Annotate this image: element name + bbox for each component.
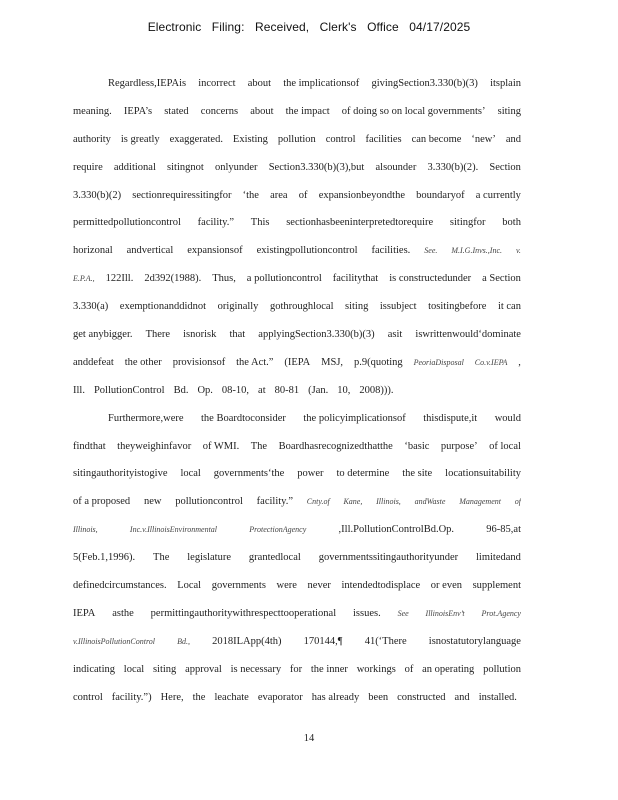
- body-text-segment: for: [289, 663, 303, 675]
- text-line: [73, 209, 521, 237]
- body-text-segment: anddefeat: [73, 356, 114, 368]
- body-text-segment: is necessary: [230, 663, 282, 675]
- citation-text: Management: [459, 497, 501, 507]
- body-text-segment: theyweighinfavor: [117, 440, 192, 452]
- body-text-segment: limitedand: [476, 552, 521, 564]
- body-text-segment: area: [270, 189, 288, 201]
- body-text-segment: Section: [489, 161, 521, 173]
- body-text-segment: require: [73, 161, 103, 173]
- body-text-segment: originally: [217, 301, 259, 313]
- body-text-segment: ,: [518, 356, 521, 368]
- body-text-segment: Op.: [197, 384, 213, 396]
- body-text-segment: There: [145, 329, 171, 341]
- citation-text: Inc.v.IllinoisEnvironmental: [129, 525, 218, 535]
- body-text-segment: the implicationsof: [283, 78, 360, 89]
- body-text-segment: ‘basic: [404, 440, 430, 452]
- body-text-segment: 5(Feb.1,1996).: [73, 552, 136, 564]
- body-text-segment: permittingauthoritywithrespecttooperational: [150, 607, 337, 619]
- text-line: [73, 349, 521, 377]
- body-text-segment: The: [153, 552, 170, 564]
- body-text-segment: workings: [356, 663, 396, 675]
- page-number: 14: [303, 733, 315, 744]
- text-line: [73, 265, 521, 293]
- body-text-segment: the: [192, 691, 206, 703]
- body-text-segment: Section3.330(b)(3),but: [268, 161, 365, 173]
- body-text-segment: the site: [402, 468, 433, 480]
- body-text-segment: PollutionControl: [93, 384, 165, 396]
- body-text-segment: facility.”: [256, 496, 294, 508]
- citation-text: of: [514, 497, 521, 507]
- text-line: [73, 516, 521, 544]
- body-text-segment: facility.”): [111, 691, 152, 703]
- body-text-segment: can become: [411, 133, 462, 145]
- body-text-segment: been: [368, 691, 389, 703]
- body-text-segment: (IEPA: [284, 356, 311, 368]
- body-text-segment: indicating: [73, 663, 115, 675]
- body-text-segment: never: [307, 580, 331, 592]
- body-text-segment: were: [276, 580, 297, 592]
- citation-text: Cnty.of: [306, 497, 330, 507]
- body-text-segment: IEPA: [73, 607, 96, 619]
- body-text-segment: 10,: [337, 384, 351, 396]
- citation-text: Bd.,: [177, 636, 191, 646]
- body-text-segment: leachate: [214, 691, 249, 703]
- body-text-segment: 80-81: [274, 384, 300, 396]
- body-text-segment: Here,: [160, 691, 184, 703]
- body-text-segment: expansionbeyondthe: [318, 189, 405, 201]
- body-text-segment: 3.330(b)(2).: [427, 161, 479, 173]
- body-text-segment: meaning.: [73, 105, 112, 117]
- body-text-segment: ‘the: [242, 189, 259, 201]
- body-text-segment: approval: [185, 663, 222, 675]
- body-text-segment: Thus,: [212, 273, 236, 285]
- text-line: [73, 544, 521, 572]
- body-text-segment: of a proposed: [73, 496, 131, 508]
- body-text-segment: gothroughlocal: [269, 301, 334, 313]
- body-text-segment: Furthermore,were: [108, 412, 184, 424]
- body-text-segment: or even: [430, 580, 462, 592]
- body-text-segment: concerns: [200, 105, 239, 117]
- text-line: [73, 405, 521, 433]
- body-text-segment: isnostatutorylanguage: [428, 635, 521, 647]
- body-text-segment: 3.330(b)(2): [73, 189, 122, 201]
- body-text-segment: permittedpollutioncontrol: [73, 217, 181, 229]
- body-text-segment: sectionhasbeeninterpretedtorequire: [286, 217, 434, 229]
- body-text-segment: that: [229, 329, 246, 341]
- citation-text: andWaste: [414, 497, 446, 507]
- body-text-segment: the policyimplicationsof: [303, 412, 406, 424]
- body-text-segment: pollutioncontrol: [175, 496, 243, 508]
- body-text-segment: 96-85,at: [486, 524, 521, 536]
- text-line: [73, 377, 521, 405]
- text-line: [73, 154, 521, 182]
- body-text-segment: issues.: [352, 607, 381, 619]
- body-text-segment: boundaryof: [416, 189, 465, 201]
- citation-text: See.: [424, 246, 438, 256]
- body-text-segment: grantedlocal: [248, 552, 301, 564]
- body-text-segment: installed.: [478, 691, 517, 703]
- body-text-segment: pollution: [277, 133, 316, 145]
- body-text-segment: thisdispute,it: [423, 412, 478, 424]
- body-text-segment: ,Ill.PollutionControlBd.Op.: [338, 524, 455, 536]
- body-text-segment: intendedtodisplace: [341, 580, 421, 592]
- body-text-segment: additional: [113, 161, 156, 173]
- body-text-segment: a currently: [475, 189, 521, 201]
- body-text-segment: pollution: [483, 663, 521, 675]
- body-text-segment: provisionsof: [172, 356, 226, 368]
- body-text-segment: definedcircumstances.: [73, 580, 167, 592]
- citation-text: IllinoisEnv’t: [425, 608, 465, 618]
- body-text-segment: a Section: [482, 273, 521, 285]
- text-line: [73, 684, 521, 712]
- body-text-segment: applyingSection3.330(b)(3): [258, 329, 375, 341]
- body-text-segment: purpose’: [440, 440, 478, 452]
- text-line: [73, 126, 521, 154]
- citation-text: Prot.Agency: [481, 608, 521, 618]
- body-text-segment: the Act.”: [236, 356, 274, 368]
- body-text-segment: givingSection3.330(b)(3): [371, 78, 478, 89]
- body-text-segment: existingpollutioncontrol: [256, 245, 358, 257]
- body-text-segment: has already: [311, 691, 360, 703]
- text-line: [73, 182, 521, 210]
- body-text-segment: isnorisk: [183, 329, 217, 341]
- body-text-segment: of WMI.: [202, 440, 240, 452]
- body-text-segment: locationsuitability: [445, 468, 521, 480]
- citation-text: E.P.A.,: [73, 274, 95, 284]
- body-text-segment: iswrittenwould‘dominate: [415, 329, 521, 341]
- citation-text: See: [397, 608, 409, 618]
- body-text-segment: Existing: [232, 133, 268, 145]
- text-line: [73, 656, 521, 684]
- body-text-segment: control: [73, 691, 103, 703]
- body-text-segment: local: [123, 663, 145, 675]
- body-text-segment: of local: [489, 440, 521, 452]
- body-text-segment: of: [298, 189, 308, 201]
- body-text-segment: expansionsof: [187, 245, 243, 257]
- body-text-segment: issubject: [379, 301, 417, 313]
- body-text-segment: supplement: [472, 580, 521, 592]
- body-text-segment: a pollutioncontrol: [246, 273, 322, 285]
- body-text-segment: facilities.: [371, 245, 411, 257]
- body-text-segment: alsounder: [375, 161, 417, 173]
- body-text-segment: power: [297, 468, 324, 480]
- body-text-segment: legislature: [187, 552, 231, 564]
- body-text-segment: would: [494, 412, 521, 424]
- body-text-segment: siting: [345, 301, 369, 313]
- body-text-segment: control: [325, 133, 356, 145]
- body-text-segment: 41(‘There: [364, 635, 407, 647]
- body-text-segment: The: [250, 440, 268, 452]
- body-text-segment: evaporator: [257, 691, 303, 703]
- body-text-segment: facilitythat: [332, 273, 379, 285]
- body-text-segment: sitingfor: [449, 217, 486, 229]
- body-text-segment: MSJ,: [321, 356, 344, 368]
- body-text-segment: and: [454, 691, 470, 703]
- body-text-segment: facilities: [365, 133, 402, 145]
- body-text-segment: tositingbefore: [428, 301, 487, 313]
- body-text-segment: to determine: [336, 468, 390, 480]
- body-text-segment: the inner: [310, 663, 348, 675]
- body-text-segment: at: [258, 384, 266, 396]
- text-line: [73, 488, 521, 516]
- filing-header: Electronic Filing: Received, Clerk's Office 04/17/2025: [147, 20, 471, 34]
- body-text-segment: 170144,¶: [303, 635, 343, 647]
- body-text-segment: get anybigger.: [73, 329, 133, 341]
- body-text-segment: Boardhasrecognizedthatthe: [278, 440, 393, 452]
- body-text-segment: sitingnot: [167, 161, 204, 173]
- body-text-segment: andvertical: [126, 245, 174, 257]
- body-text-segment: This: [250, 217, 270, 229]
- body-text-segment: 3.330(a): [73, 301, 109, 313]
- body-text-segment: siting: [497, 105, 521, 117]
- text-line: [73, 572, 521, 600]
- body-text-segment: horizonal: [73, 245, 113, 257]
- body-text-segment: findthat: [73, 440, 106, 452]
- text-line: [73, 460, 521, 488]
- body-text-segment: governmentssitingauthorityunder: [318, 552, 459, 564]
- body-text-segment: IEPA’s: [123, 105, 153, 117]
- body-text-segment: an operating: [422, 663, 475, 675]
- body-text-segment: 2008))).: [359, 384, 394, 396]
- body-text-segment: the other: [124, 356, 162, 368]
- body-text-segment: Ill.: [73, 384, 85, 396]
- citation-text: Co.v.IEPA: [474, 357, 508, 367]
- citation-text: Illinois,: [73, 525, 98, 535]
- body-text-segment: is greatly: [120, 133, 160, 145]
- citation-text: ProtectionAgency: [249, 525, 307, 535]
- body-text-segment: exaggerated.: [169, 133, 223, 145]
- text-line: [73, 628, 521, 656]
- body-text-segment: governments: [211, 580, 266, 592]
- body-text-segment: governments‘the: [213, 468, 285, 480]
- text-line: [73, 600, 521, 628]
- body-text-segment: 08-10,: [221, 384, 250, 396]
- body-text-segment: constructed: [397, 691, 446, 703]
- text-line: [73, 98, 521, 126]
- body-text-segment: both: [502, 217, 521, 229]
- text-line: [73, 293, 521, 321]
- body-text-segment: it can: [497, 301, 521, 313]
- body-text-segment: Bd.: [173, 384, 189, 396]
- citation-text: Illinois,: [376, 497, 401, 507]
- text-line: [73, 433, 521, 461]
- body-text-segment: stated: [164, 105, 189, 117]
- body-text-segment: sitingauthorityistogive: [73, 468, 168, 480]
- body-text-segment: exemptionanddidnot: [119, 301, 207, 313]
- body-text-segment: (Jan.: [308, 384, 329, 396]
- body-text-segment: ‘new’: [471, 133, 496, 145]
- body-text-segment: incorrect: [198, 78, 236, 89]
- body-text-segment: itsplain: [490, 78, 521, 89]
- body-text-segment: about: [247, 78, 272, 89]
- body-text-segment: 122Ill.: [105, 273, 134, 285]
- citation-text: v.: [515, 246, 521, 256]
- body-text-segment: 2018ILApp(4th): [212, 635, 282, 647]
- document-body: [73, 70, 521, 711]
- body-text-segment: of: [404, 663, 414, 675]
- text-line: [73, 237, 521, 265]
- body-text-segment: Regardless,IEPAis: [108, 78, 187, 89]
- body-text-segment: siting: [152, 663, 177, 675]
- body-text-segment: of doing so on local governments’: [341, 105, 486, 117]
- body-text-segment: about: [250, 105, 274, 117]
- body-text-segment: asthe: [112, 607, 134, 619]
- body-text-segment: local: [180, 468, 201, 480]
- body-text-segment: Local: [177, 580, 202, 592]
- body-text-segment: authority: [73, 133, 111, 145]
- citation-text: Kane,: [343, 497, 363, 507]
- body-text-segment: sectionrequiressitingfor: [132, 189, 232, 201]
- text-line: [73, 321, 521, 349]
- body-text-segment: and: [505, 133, 521, 145]
- body-text-segment: p.9(quoting: [353, 356, 403, 368]
- body-text-segment: facility.”: [197, 217, 235, 229]
- text-line: [73, 70, 521, 98]
- citation-text: v.IllinoisPollutionControl: [73, 636, 155, 646]
- body-text-segment: the Boardtoconsider: [201, 412, 286, 424]
- body-text-segment: the impact: [285, 105, 330, 117]
- body-text-segment: is constructedunder: [389, 273, 472, 285]
- citation-text: M.I.G.Invs.,Inc.: [451, 246, 502, 256]
- body-text-segment: onlyunder: [214, 161, 258, 173]
- body-text-segment: new: [143, 496, 162, 508]
- citation-text: PeoriaDisposal: [413, 357, 464, 367]
- body-text-segment: 2d392(1988).: [144, 273, 202, 285]
- body-text-segment: asit: [387, 329, 403, 341]
